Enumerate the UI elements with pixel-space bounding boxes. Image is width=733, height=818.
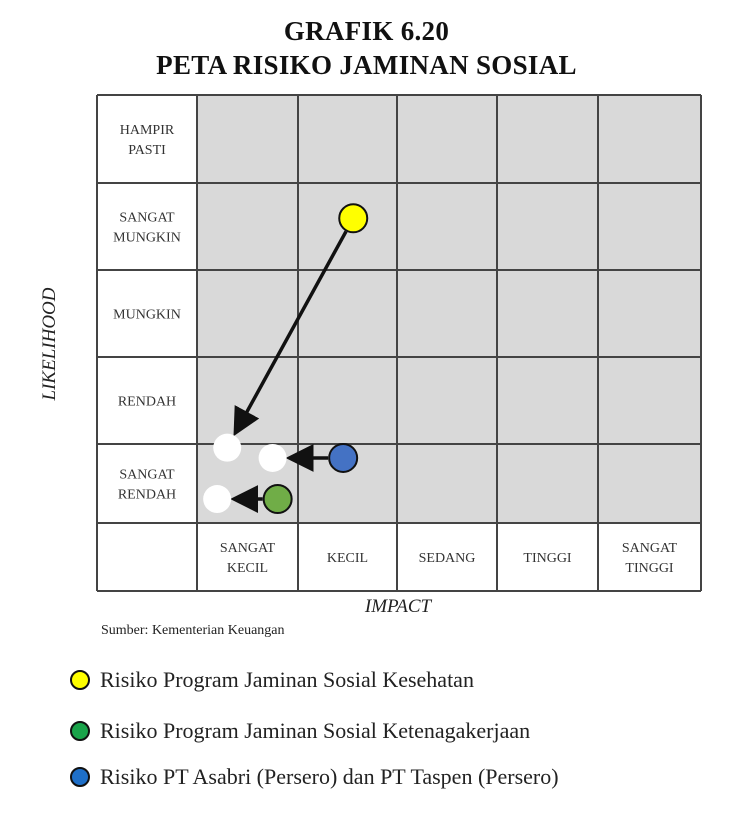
impact-label-line: TINGGI <box>625 561 674 576</box>
likelihood-label-line: SANGAT <box>119 467 175 483</box>
legend-dot-ketenagakerjaan <box>70 721 90 741</box>
likelihood-label <box>113 211 181 246</box>
likelihood-label-line: MUNGKIN <box>113 230 181 246</box>
chart-title-line-1: GRAFIK 6.20 <box>283 16 450 46</box>
impact-label <box>327 551 368 566</box>
matrix-cell <box>397 444 497 523</box>
matrix-cell <box>197 183 298 270</box>
impact-label-line: SANGAT <box>219 541 276 556</box>
impact-label <box>220 541 276 576</box>
legend-label-kesehatan: Risiko Program Jaminan Sosial Kesehatan <box>100 667 474 692</box>
impact-label-line: TINGGI <box>523 551 572 566</box>
matrix-cell <box>598 444 701 523</box>
matrix-cell <box>397 357 497 444</box>
risk-point-marker <box>264 485 292 513</box>
likelihood-label-line: RENDAH <box>117 394 177 410</box>
impact-label-line: SANGAT <box>621 541 678 556</box>
target-position-marker <box>213 434 241 462</box>
matrix-cell <box>298 270 397 357</box>
matrix-cell <box>598 270 701 357</box>
legend-label-asabri-taspen: Risiko PT Asabri (Persero) dan PT Taspen (Persero) <box>100 764 559 789</box>
matrix-cell <box>197 95 298 183</box>
legend-dot-asabri-taspen <box>70 767 90 787</box>
target-position-marker <box>259 444 287 472</box>
matrix-cell <box>298 357 397 444</box>
impact-label <box>523 551 572 566</box>
legend-label-ketenagakerjaan: Risiko Program Jaminan Sosial Ketenagakerjaan <box>100 718 531 743</box>
likelihood-label <box>118 395 176 410</box>
chart-title-line-2: PETA RISIKO JAMINAN SOSIAL <box>156 50 577 80</box>
likelihood-label <box>118 468 176 503</box>
matrix-cell <box>598 357 701 444</box>
risk-point-marker <box>339 204 367 232</box>
matrix-cell <box>497 183 598 270</box>
target-position-marker <box>203 485 231 513</box>
matrix-cell <box>497 444 598 523</box>
likelihood-label-line: PASTI <box>128 143 166 158</box>
likelihood-label <box>113 308 181 323</box>
matrix-cell <box>497 357 598 444</box>
likelihood-label-line: HAMPIR <box>119 123 175 138</box>
matrix-cell <box>397 270 497 357</box>
y-axis-label: LIKELIHOOD <box>39 287 60 401</box>
matrix-cell <box>397 95 497 183</box>
impact-label <box>622 541 678 576</box>
source-note: Sumber: Kementerian Keuangan <box>101 623 285 638</box>
impact-label-line: KECIL <box>326 551 369 566</box>
impact-label <box>419 551 476 566</box>
likelihood-label-line: RENDAH <box>117 487 177 503</box>
legend-dot-kesehatan <box>70 670 90 690</box>
impact-label-line: SEDANG <box>418 551 476 566</box>
matrix-cell <box>397 183 497 270</box>
legend-item-asabri-taspen <box>70 764 559 790</box>
legend-item-ketenagakerjaan <box>70 718 530 744</box>
likelihood-label <box>120 123 175 158</box>
impact-label-line: KECIL <box>226 561 269 576</box>
risk-point-marker <box>329 444 357 472</box>
matrix-cell <box>497 270 598 357</box>
legend-item-kesehatan <box>70 667 474 693</box>
matrix-cell <box>197 357 298 444</box>
likelihood-label-line: MUNGKIN <box>113 307 181 323</box>
likelihood-label-line: SANGAT <box>119 210 175 226</box>
x-axis-label: IMPACT <box>364 596 432 617</box>
matrix-cell <box>598 183 701 270</box>
matrix-cell <box>298 95 397 183</box>
matrix-cell <box>497 95 598 183</box>
matrix-cell <box>598 95 701 183</box>
